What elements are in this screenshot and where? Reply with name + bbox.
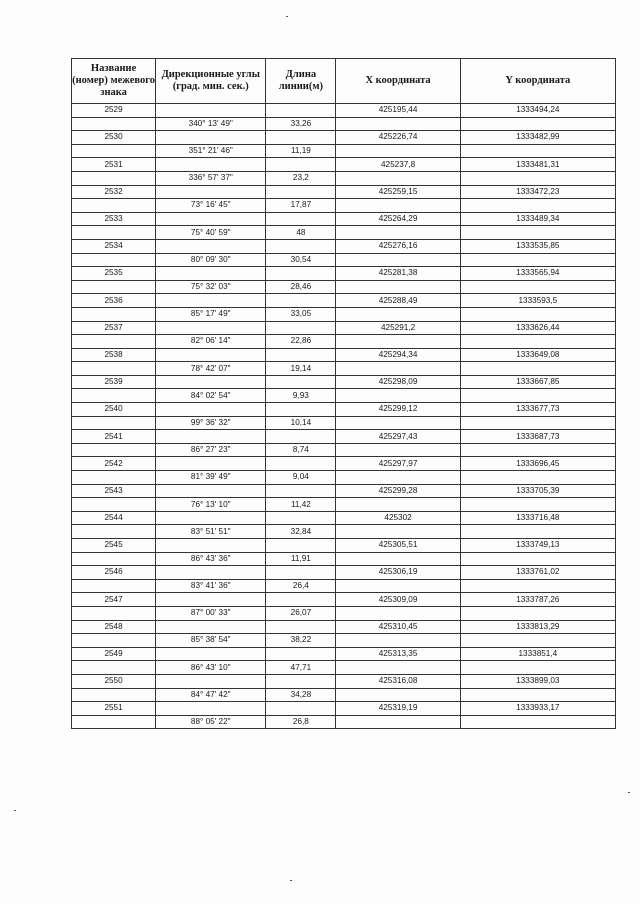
y-coordinate-cell: 1333565,94	[460, 267, 615, 281]
x-coordinate-cell	[336, 362, 460, 376]
table-row	[72, 484, 616, 498]
line-length-cell	[266, 104, 336, 118]
point-number-cell	[72, 253, 156, 267]
table-row	[72, 443, 616, 457]
y-coordinate-cell: 1333716,48	[460, 511, 615, 525]
y-coordinate-cell	[460, 280, 615, 294]
x-coordinate-cell	[336, 389, 460, 403]
y-coordinate-cell	[460, 443, 615, 457]
line-length-cell: 22,86	[266, 335, 336, 349]
direction-angle-cell	[156, 321, 266, 335]
x-coordinate-cell: 425299,28	[336, 484, 460, 498]
x-coordinate-cell	[336, 117, 460, 131]
direction-angle-cell: 85° 17' 49"	[156, 307, 266, 321]
line-length-cell	[266, 674, 336, 688]
x-coordinate-cell	[336, 171, 460, 185]
table-row	[72, 294, 616, 308]
point-number-cell: 2537	[72, 321, 156, 335]
y-coordinate-cell: 1333813,29	[460, 620, 615, 634]
table-row	[72, 307, 616, 321]
line-length-cell	[266, 539, 336, 553]
point-number-cell	[72, 443, 156, 457]
line-length-cell: 32,84	[266, 525, 336, 539]
point-number-cell	[72, 661, 156, 675]
direction-angle-cell: 86° 27' 23"	[156, 443, 266, 457]
line-length-cell	[266, 702, 336, 716]
table-row	[72, 212, 616, 226]
direction-angle-cell: 82° 06' 14"	[156, 335, 266, 349]
x-coordinate-cell: 425281,38	[336, 267, 460, 281]
y-coordinate-cell: 1333677,73	[460, 403, 615, 417]
point-number-cell	[72, 226, 156, 240]
line-length-cell: 10,14	[266, 416, 336, 430]
direction-angle-cell	[156, 403, 266, 417]
y-coordinate-cell: 1333593,5	[460, 294, 615, 308]
table-row	[72, 715, 616, 729]
direction-angle-cell: 73° 16' 45"	[156, 199, 266, 213]
x-coordinate-cell: 425297,97	[336, 457, 460, 471]
line-length-cell: 11,91	[266, 552, 336, 566]
table-row	[72, 579, 616, 593]
direction-angle-cell	[156, 484, 266, 498]
y-coordinate-cell	[460, 307, 615, 321]
x-coordinate-cell: 425305,51	[336, 539, 460, 553]
x-coordinate-cell: 425276,16	[336, 239, 460, 253]
direction-angle-cell	[156, 104, 266, 118]
line-length-cell	[266, 403, 336, 417]
line-length-cell: 48	[266, 226, 336, 240]
table-row	[72, 511, 616, 525]
point-number-cell: 2540	[72, 403, 156, 417]
table-row	[72, 335, 616, 349]
point-number-cell: 2529	[72, 104, 156, 118]
line-length-cell	[266, 593, 336, 607]
direction-angle-cell	[156, 566, 266, 580]
direction-angle-cell: 87° 00' 33"	[156, 606, 266, 620]
y-coordinate-cell: 1333705,39	[460, 484, 615, 498]
table-row	[72, 539, 616, 553]
x-coordinate-cell: 425291,2	[336, 321, 460, 335]
point-number-cell	[72, 552, 156, 566]
point-number-cell: 2542	[72, 457, 156, 471]
point-number-cell	[72, 579, 156, 593]
table-row	[72, 362, 616, 376]
x-coordinate-cell	[336, 335, 460, 349]
table-row	[72, 280, 616, 294]
x-coordinate-cell	[336, 280, 460, 294]
direction-angle-cell	[156, 593, 266, 607]
line-length-cell: 38,22	[266, 634, 336, 648]
line-length-cell	[266, 375, 336, 389]
x-coordinate-cell	[336, 199, 460, 213]
table-row	[72, 498, 616, 512]
y-coordinate-cell: 1333899,03	[460, 674, 615, 688]
scan-speck	[290, 880, 292, 881]
y-coordinate-cell	[460, 552, 615, 566]
point-number-cell: 2545	[72, 539, 156, 553]
direction-angle-cell: 336° 57' 37"	[156, 171, 266, 185]
x-coordinate-cell	[336, 606, 460, 620]
y-coordinate-cell: 1333481,31	[460, 158, 615, 172]
point-number-cell: 2550	[72, 674, 156, 688]
line-length-cell	[266, 158, 336, 172]
direction-angle-cell	[156, 647, 266, 661]
direction-angle-cell	[156, 674, 266, 688]
line-length-cell: 26,4	[266, 579, 336, 593]
table-row	[72, 104, 616, 118]
line-length-cell: 9,93	[266, 389, 336, 403]
direction-angle-cell	[156, 185, 266, 199]
direction-angle-cell: 83° 51' 51"	[156, 525, 266, 539]
y-coordinate-cell: 1333851,4	[460, 647, 615, 661]
table-row	[72, 171, 616, 185]
y-coordinate-cell: 1333535,85	[460, 239, 615, 253]
line-length-cell: 33,05	[266, 307, 336, 321]
x-coordinate-cell	[336, 715, 460, 729]
point-number-cell: 2547	[72, 593, 156, 607]
point-number-cell: 2541	[72, 430, 156, 444]
line-length-cell	[266, 212, 336, 226]
direction-angle-cell: 75° 40' 59"	[156, 226, 266, 240]
x-coordinate-cell: 425294,34	[336, 348, 460, 362]
table-row	[72, 348, 616, 362]
point-number-cell	[72, 606, 156, 620]
x-coordinate-cell: 425237,8	[336, 158, 460, 172]
x-coordinate-cell: 425195,44	[336, 104, 460, 118]
table-row	[72, 661, 616, 675]
x-coordinate-cell: 425264,29	[336, 212, 460, 226]
direction-angle-cell: 81° 39' 49"	[156, 471, 266, 485]
direction-angle-cell: 84° 47' 42"	[156, 688, 266, 702]
x-coordinate-cell	[336, 552, 460, 566]
x-coordinate-cell	[336, 443, 460, 457]
line-length-cell: 8,74	[266, 443, 336, 457]
direction-angle-cell	[156, 511, 266, 525]
scan-speck	[286, 16, 288, 17]
line-length-cell	[266, 185, 336, 199]
table-row	[72, 117, 616, 131]
table-row	[72, 158, 616, 172]
line-length-cell	[266, 511, 336, 525]
y-coordinate-cell: 1333482,99	[460, 131, 615, 145]
table-body	[72, 104, 616, 729]
y-coordinate-cell: 1333696,45	[460, 457, 615, 471]
point-number-cell	[72, 117, 156, 131]
point-number-cell: 2533	[72, 212, 156, 226]
x-coordinate-cell	[336, 688, 460, 702]
line-length-cell	[266, 321, 336, 335]
y-coordinate-cell	[460, 389, 615, 403]
header-point-name: Название (номер) межевого знака	[72, 59, 156, 104]
line-length-cell: 11,42	[266, 498, 336, 512]
table-row	[72, 606, 616, 620]
line-length-cell	[266, 294, 336, 308]
x-coordinate-cell: 425226,74	[336, 131, 460, 145]
line-length-cell	[266, 131, 336, 145]
header-line-length: Длина линии(м)	[266, 59, 336, 104]
x-coordinate-cell: 425297,43	[336, 430, 460, 444]
table-row	[72, 457, 616, 471]
direction-angle-cell: 88° 05' 22"	[156, 715, 266, 729]
x-coordinate-cell	[336, 471, 460, 485]
table-row	[72, 375, 616, 389]
direction-angle-cell	[156, 239, 266, 253]
direction-angle-cell: 99° 36' 32"	[156, 416, 266, 430]
direction-angle-cell	[156, 158, 266, 172]
line-length-cell: 9,04	[266, 471, 336, 485]
table-row	[72, 674, 616, 688]
direction-angle-cell: 75° 32' 03"	[156, 280, 266, 294]
x-coordinate-cell: 425306,19	[336, 566, 460, 580]
point-number-cell	[72, 688, 156, 702]
x-coordinate-cell: 425302	[336, 511, 460, 525]
point-number-cell: 2544	[72, 511, 156, 525]
line-length-cell	[266, 239, 336, 253]
x-coordinate-cell	[336, 498, 460, 512]
x-coordinate-cell	[336, 525, 460, 539]
line-length-cell: 34,28	[266, 688, 336, 702]
point-number-cell	[72, 199, 156, 213]
table-row	[72, 471, 616, 485]
line-length-cell: 11,19	[266, 144, 336, 158]
line-length-cell: 19,14	[266, 362, 336, 376]
x-coordinate-cell	[336, 661, 460, 675]
table-row	[72, 430, 616, 444]
direction-angle-cell: 84° 02' 54"	[156, 389, 266, 403]
y-coordinate-cell	[460, 715, 615, 729]
y-coordinate-cell	[460, 688, 615, 702]
table-row	[72, 239, 616, 253]
y-coordinate-cell	[460, 606, 615, 620]
boundary-coordinates-table	[71, 58, 616, 729]
table-row	[72, 131, 616, 145]
y-coordinate-cell	[460, 579, 615, 593]
y-coordinate-cell	[460, 171, 615, 185]
point-number-cell	[72, 389, 156, 403]
point-number-cell	[72, 144, 156, 158]
table-row	[72, 647, 616, 661]
y-coordinate-cell	[460, 335, 615, 349]
x-coordinate-cell	[336, 634, 460, 648]
y-coordinate-cell	[460, 525, 615, 539]
x-coordinate-cell: 425299,12	[336, 403, 460, 417]
y-coordinate-cell: 1333761,02	[460, 566, 615, 580]
point-number-cell	[72, 525, 156, 539]
x-coordinate-cell: 425309,09	[336, 593, 460, 607]
direction-angle-cell: 80° 09' 30"	[156, 253, 266, 267]
x-coordinate-cell	[336, 416, 460, 430]
line-length-cell	[266, 647, 336, 661]
point-number-cell: 2551	[72, 702, 156, 716]
point-number-cell: 2534	[72, 239, 156, 253]
direction-angle-cell: 86° 43' 10"	[156, 661, 266, 675]
direction-angle-cell	[156, 294, 266, 308]
x-coordinate-cell: 425310,45	[336, 620, 460, 634]
direction-angle-cell: 85° 38' 54"	[156, 634, 266, 648]
y-coordinate-cell: 1333494,24	[460, 104, 615, 118]
direction-angle-cell	[156, 539, 266, 553]
point-number-cell: 2536	[72, 294, 156, 308]
direction-angle-cell	[156, 212, 266, 226]
direction-angle-cell	[156, 375, 266, 389]
x-coordinate-cell: 425288,49	[336, 294, 460, 308]
point-number-cell	[72, 634, 156, 648]
direction-angle-cell	[156, 131, 266, 145]
line-length-cell: 28,46	[266, 280, 336, 294]
point-number-cell: 2535	[72, 267, 156, 281]
y-coordinate-cell: 1333472,23	[460, 185, 615, 199]
point-number-cell	[72, 307, 156, 321]
table-row	[72, 267, 616, 281]
line-length-cell: 17,87	[266, 199, 336, 213]
y-coordinate-cell	[460, 661, 615, 675]
y-coordinate-cell: 1333933,17	[460, 702, 615, 716]
point-number-cell: 2531	[72, 158, 156, 172]
table-row	[72, 688, 616, 702]
y-coordinate-cell	[460, 416, 615, 430]
table-row	[72, 389, 616, 403]
scan-speck	[14, 810, 16, 811]
direction-angle-cell: 340° 13' 49"	[156, 117, 266, 131]
line-length-cell: 26,8	[266, 715, 336, 729]
y-coordinate-cell: 1333687,73	[460, 430, 615, 444]
y-coordinate-cell: 1333787,26	[460, 593, 615, 607]
x-coordinate-cell: 425319,19	[336, 702, 460, 716]
y-coordinate-cell	[460, 117, 615, 131]
table-row	[72, 620, 616, 634]
point-number-cell: 2532	[72, 185, 156, 199]
direction-angle-cell: 83° 41' 36"	[156, 579, 266, 593]
direction-angle-cell	[156, 620, 266, 634]
line-length-cell	[266, 566, 336, 580]
point-number-cell: 2546	[72, 566, 156, 580]
header-y-coordinate: Y координата	[460, 59, 615, 104]
line-length-cell	[266, 457, 336, 471]
y-coordinate-cell	[460, 634, 615, 648]
direction-angle-cell	[156, 457, 266, 471]
x-coordinate-cell	[336, 253, 460, 267]
y-coordinate-cell	[460, 471, 615, 485]
point-number-cell	[72, 498, 156, 512]
line-length-cell	[266, 267, 336, 281]
line-length-cell: 47,71	[266, 661, 336, 675]
y-coordinate-cell	[460, 199, 615, 213]
y-coordinate-cell: 1333626,44	[460, 321, 615, 335]
point-number-cell: 2539	[72, 375, 156, 389]
table-header-row	[72, 59, 616, 104]
x-coordinate-cell: 425298,09	[336, 375, 460, 389]
x-coordinate-cell	[336, 579, 460, 593]
table-row	[72, 416, 616, 430]
table-row	[72, 144, 616, 158]
line-length-cell: 33,26	[266, 117, 336, 131]
x-coordinate-cell: 425259,15	[336, 185, 460, 199]
table-row	[72, 566, 616, 580]
direction-angle-cell	[156, 430, 266, 444]
line-length-cell	[266, 430, 336, 444]
point-number-cell: 2538	[72, 348, 156, 362]
y-coordinate-cell	[460, 362, 615, 376]
table-row	[72, 525, 616, 539]
x-coordinate-cell: 425313,35	[336, 647, 460, 661]
direction-angle-cell	[156, 702, 266, 716]
direction-angle-cell	[156, 267, 266, 281]
x-coordinate-cell	[336, 307, 460, 321]
y-coordinate-cell: 1333489,34	[460, 212, 615, 226]
point-number-cell	[72, 335, 156, 349]
table-row	[72, 185, 616, 199]
line-length-cell	[266, 620, 336, 634]
header-direction-angle: Дирекционные углы (град. мин. сек.)	[156, 59, 266, 104]
y-coordinate-cell	[460, 253, 615, 267]
table-row	[72, 253, 616, 267]
y-coordinate-cell: 1333749,13	[460, 539, 615, 553]
scan-speck	[628, 792, 630, 793]
table-row	[72, 403, 616, 417]
line-length-cell	[266, 348, 336, 362]
line-length-cell: 30,54	[266, 253, 336, 267]
point-number-cell	[72, 471, 156, 485]
table-row	[72, 552, 616, 566]
table-row	[72, 593, 616, 607]
table-row	[72, 199, 616, 213]
point-number-cell	[72, 362, 156, 376]
direction-angle-cell: 351° 21' 46"	[156, 144, 266, 158]
table-row	[72, 321, 616, 335]
line-length-cell: 23,2	[266, 171, 336, 185]
direction-angle-cell	[156, 348, 266, 362]
point-number-cell: 2543	[72, 484, 156, 498]
direction-angle-cell: 76° 13' 10"	[156, 498, 266, 512]
point-number-cell: 2549	[72, 647, 156, 661]
direction-angle-cell: 78° 42' 07"	[156, 362, 266, 376]
point-number-cell	[72, 171, 156, 185]
x-coordinate-cell: 425316,08	[336, 674, 460, 688]
table-row	[72, 226, 616, 240]
point-number-cell: 2548	[72, 620, 156, 634]
x-coordinate-cell	[336, 144, 460, 158]
x-coordinate-cell	[336, 226, 460, 240]
y-coordinate-cell	[460, 144, 615, 158]
y-coordinate-cell: 1333649,08	[460, 348, 615, 362]
point-number-cell	[72, 715, 156, 729]
point-number-cell	[72, 416, 156, 430]
line-length-cell: 26,07	[266, 606, 336, 620]
direction-angle-cell: 86° 43' 36"	[156, 552, 266, 566]
y-coordinate-cell	[460, 498, 615, 512]
y-coordinate-cell: 1333667,85	[460, 375, 615, 389]
point-number-cell	[72, 280, 156, 294]
y-coordinate-cell	[460, 226, 615, 240]
header-x-coordinate: X координата	[336, 59, 460, 104]
table-row	[72, 634, 616, 648]
point-number-cell: 2530	[72, 131, 156, 145]
line-length-cell	[266, 484, 336, 498]
table-row	[72, 702, 616, 716]
